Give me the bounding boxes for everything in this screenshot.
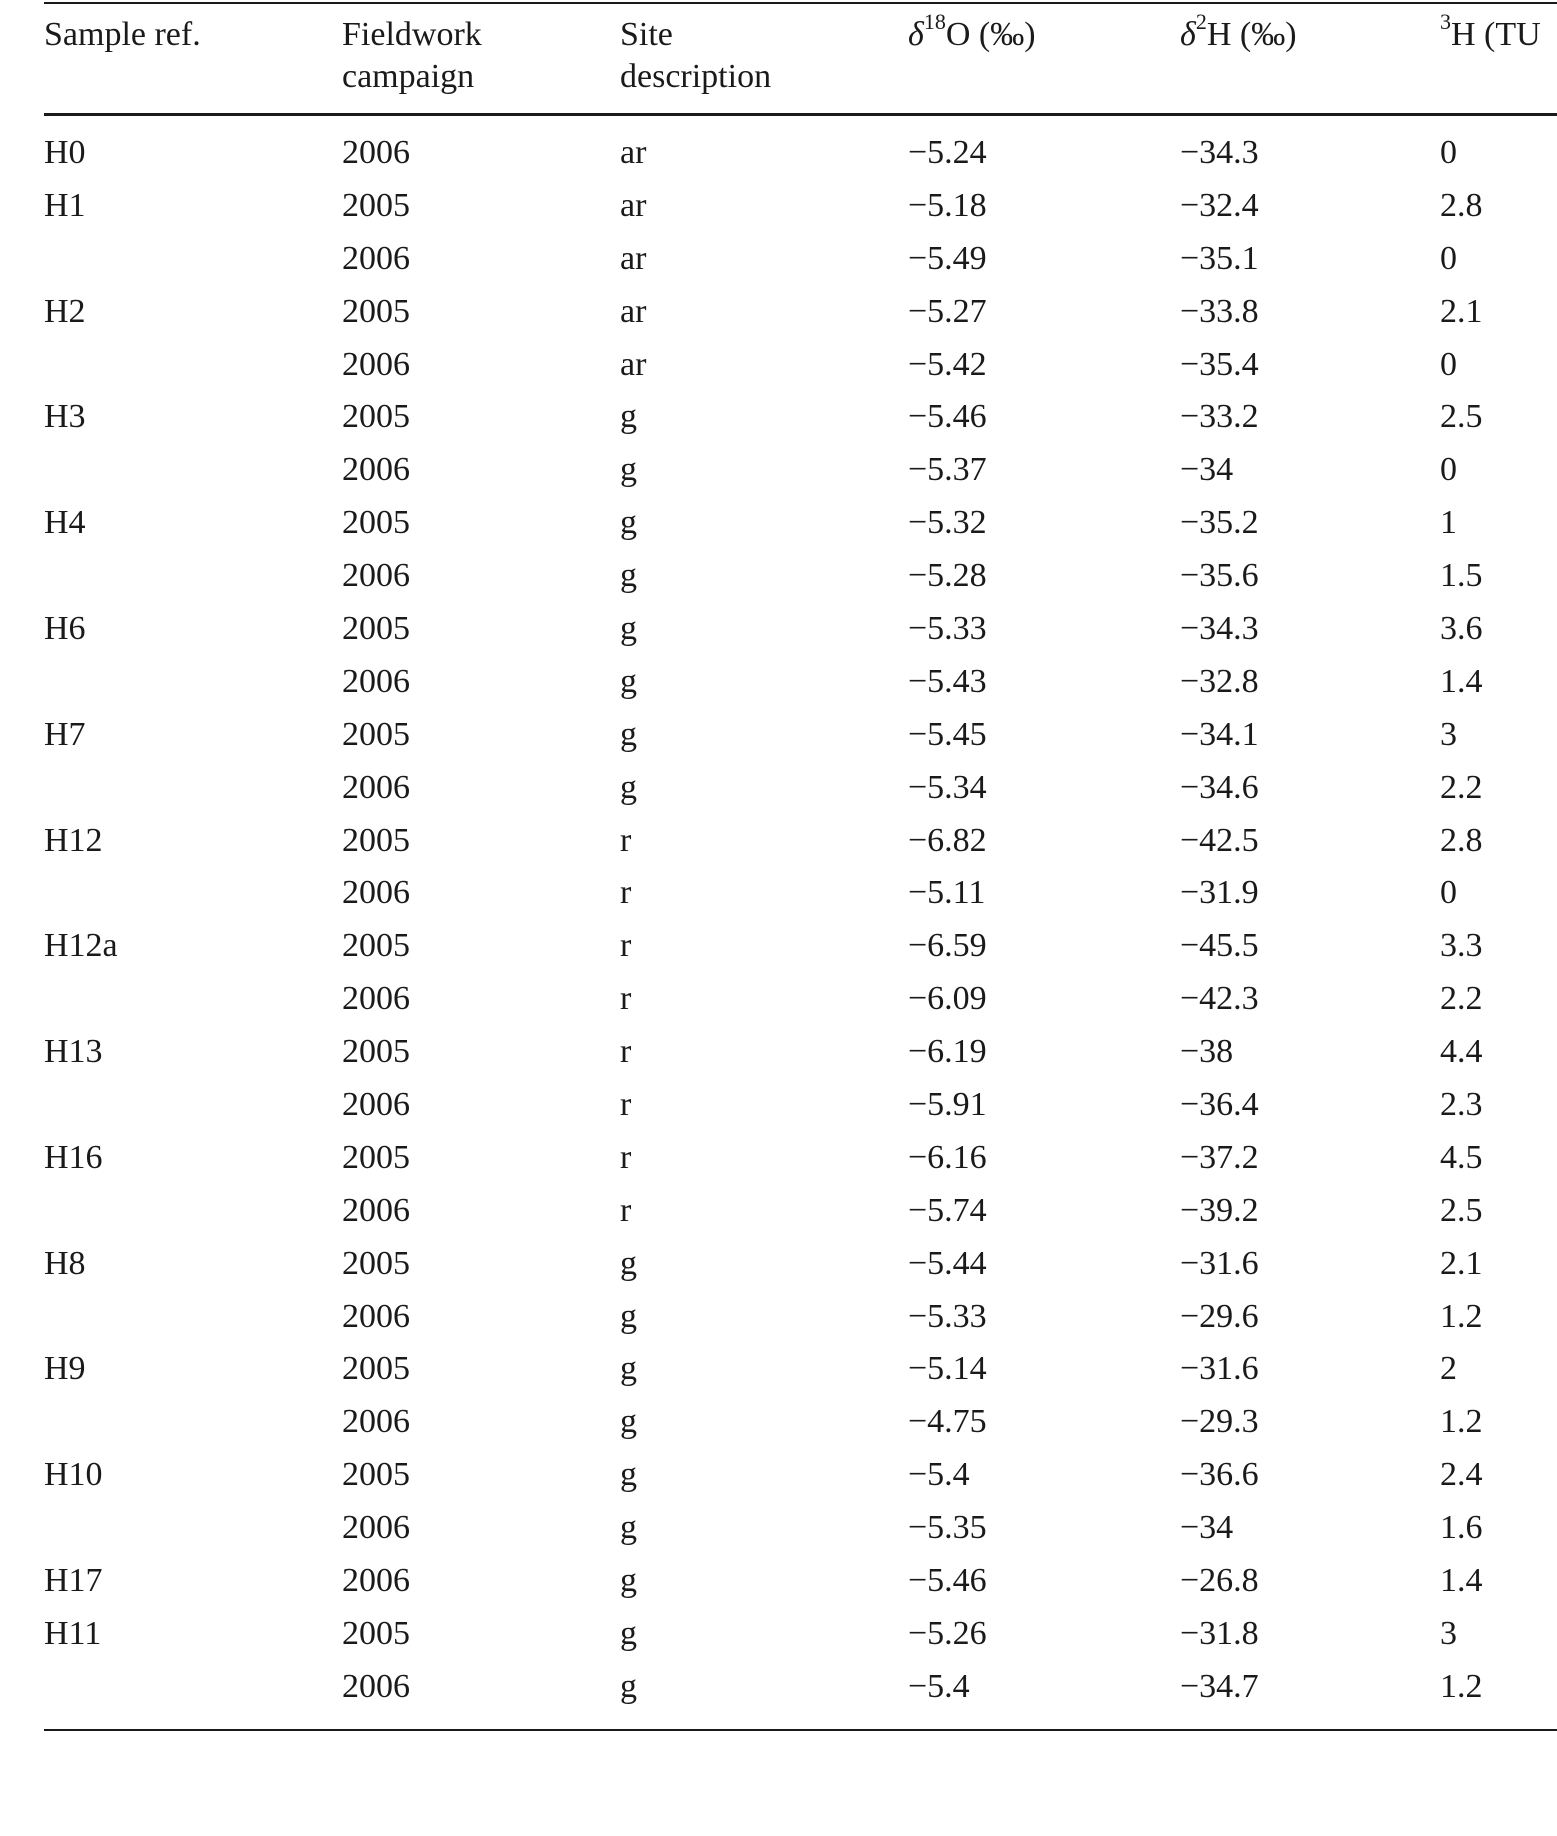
cell-tritium: 1.2 xyxy=(1440,1403,1483,1441)
cell-delta-2h: −34.6 xyxy=(1180,768,1259,806)
cell-tritium: 3.6 xyxy=(1440,610,1483,648)
table-row xyxy=(0,555,1557,608)
cell-delta-18o: −6.16 xyxy=(908,1138,987,1176)
cell-fieldwork-campaign: 2006 xyxy=(342,1297,410,1335)
cell-delta-18o: −4.75 xyxy=(908,1403,987,1441)
cell-tritium: 0 xyxy=(1440,345,1457,383)
cell-site-description: r xyxy=(620,1138,632,1176)
cell-fieldwork-campaign: 2006 xyxy=(342,1509,410,1547)
cell-fieldwork-campaign: 2005 xyxy=(342,821,410,859)
isotope-mass-3: 3 xyxy=(1440,8,1451,34)
table-row xyxy=(0,1296,1557,1349)
delta-symbol: δ xyxy=(908,16,924,53)
cell-tritium: 3.3 xyxy=(1440,927,1483,965)
cell-site-description: g xyxy=(620,1456,637,1494)
cell-delta-18o: −6.19 xyxy=(908,1033,987,1071)
cell-fieldwork-campaign: 2005 xyxy=(342,715,410,753)
cell-sample-ref: H0 xyxy=(44,134,86,171)
delta-symbol: δ xyxy=(1180,16,1196,53)
cell-delta-2h: −33.8 xyxy=(1180,292,1259,330)
cell-site-description: r xyxy=(620,1191,632,1229)
cell-delta-2h: −31.8 xyxy=(1180,1614,1259,1652)
cell-site-description: r xyxy=(620,1033,632,1071)
cell-delta-2h: −34.1 xyxy=(1180,715,1259,753)
cell-delta-18o: −5.33 xyxy=(908,610,987,648)
cell-delta-18o: −5.24 xyxy=(908,134,987,171)
cell-delta-2h: −32.8 xyxy=(1180,662,1259,700)
cell-site-description: r xyxy=(620,1086,632,1124)
cell-delta-2h: −35.2 xyxy=(1180,504,1259,542)
table-row xyxy=(0,714,1557,767)
cell-delta-18o: −5.4 xyxy=(908,1667,970,1705)
cell-delta-2h: −39.2 xyxy=(1180,1191,1259,1229)
cell-delta-18o: −5.49 xyxy=(908,239,987,277)
cell-fieldwork-campaign: 2005 xyxy=(342,186,410,224)
cell-tritium: 4.5 xyxy=(1440,1138,1483,1176)
table-row xyxy=(0,449,1557,502)
table-row xyxy=(0,1348,1557,1401)
table-row xyxy=(0,132,1557,185)
table-row xyxy=(0,978,1557,1031)
isotope-mass-18: 18 xyxy=(923,8,946,34)
cell-fieldwork-campaign: 2006 xyxy=(342,1086,410,1124)
cell-delta-2h: −31.6 xyxy=(1180,1244,1259,1282)
cell-tritium: 2.5 xyxy=(1440,1191,1483,1229)
cell-tritium: 2.3 xyxy=(1440,1086,1483,1124)
cell-delta-2h: −36.6 xyxy=(1180,1456,1259,1494)
table-row xyxy=(0,767,1557,820)
cell-delta-18o: −5.46 xyxy=(908,398,987,436)
cell-tritium: 4.4 xyxy=(1440,1033,1483,1071)
cell-fieldwork-campaign: 2005 xyxy=(342,610,410,648)
table-row xyxy=(0,344,1557,397)
cell-tritium: 0 xyxy=(1440,239,1457,277)
table-header-rule xyxy=(44,113,1557,116)
table-row xyxy=(0,872,1557,925)
cell-fieldwork-campaign: 2005 xyxy=(342,292,410,330)
cell-tritium: 1.5 xyxy=(1440,557,1483,595)
cell-delta-18o: −5.11 xyxy=(908,874,986,912)
cell-fieldwork-campaign: 2005 xyxy=(342,398,410,436)
cell-tritium: 1.4 xyxy=(1440,1562,1483,1600)
cell-sample-ref: H13 xyxy=(44,1033,103,1071)
table-row xyxy=(0,502,1557,555)
cell-delta-2h: −29.3 xyxy=(1180,1403,1259,1441)
cell-delta-18o: −5.33 xyxy=(908,1297,987,1335)
cell-fieldwork-campaign: 2006 xyxy=(342,1667,410,1705)
cell-site-description: r xyxy=(620,821,632,859)
cell-site-description: r xyxy=(620,980,632,1018)
cell-delta-2h: −37.2 xyxy=(1180,1138,1259,1176)
cell-sample-ref: H12a xyxy=(44,927,118,965)
cell-delta-2h: −29.6 xyxy=(1180,1297,1259,1335)
cell-tritium: 2.8 xyxy=(1440,186,1483,224)
table-row xyxy=(0,1401,1557,1454)
cell-delta-2h: −31.9 xyxy=(1180,874,1259,912)
cell-tritium: 0 xyxy=(1440,451,1457,489)
cell-delta-18o: −5.14 xyxy=(908,1350,987,1388)
cell-site-description: g xyxy=(620,1509,637,1547)
cell-fieldwork-campaign: 2006 xyxy=(342,1562,410,1600)
cell-sample-ref: H1 xyxy=(44,186,86,224)
cell-tritium: 2.2 xyxy=(1440,980,1483,1018)
cell-delta-18o: −5.43 xyxy=(908,662,987,700)
cell-delta-18o: −5.42 xyxy=(908,345,987,383)
table-row xyxy=(0,1507,1557,1560)
table-row xyxy=(0,925,1557,978)
cell-site-description: ar xyxy=(620,134,647,171)
cell-site-description: ar xyxy=(620,239,647,277)
cell-delta-2h: −34.7 xyxy=(1180,1667,1259,1705)
table-row xyxy=(0,1031,1557,1084)
cell-delta-2h: −33.2 xyxy=(1180,398,1259,436)
cell-site-description: g xyxy=(620,451,637,489)
header-sample-ref: Sample ref. xyxy=(44,16,201,53)
cell-delta-18o: −5.37 xyxy=(908,451,987,489)
header-tritium-unit: H (TU xyxy=(1451,16,1541,53)
cell-fieldwork-campaign: 2006 xyxy=(342,345,410,383)
table-row xyxy=(0,1084,1557,1137)
cell-sample-ref: H17 xyxy=(44,1562,103,1600)
cell-tritium: 1.2 xyxy=(1440,1297,1483,1335)
cell-site-description: g xyxy=(620,1350,637,1388)
table-row xyxy=(0,1666,1557,1719)
table-body xyxy=(0,132,1557,1719)
cell-delta-18o: −5.34 xyxy=(908,768,987,806)
cell-delta-2h: −38 xyxy=(1180,1033,1234,1071)
cell-delta-2h: −32.4 xyxy=(1180,186,1259,224)
cell-fieldwork-campaign: 2005 xyxy=(342,1350,410,1388)
cell-sample-ref: H16 xyxy=(44,1138,103,1176)
cell-fieldwork-campaign: 2006 xyxy=(342,662,410,700)
cell-delta-2h: −42.3 xyxy=(1180,980,1259,1018)
cell-site-description: g xyxy=(620,662,637,700)
cell-site-description: g xyxy=(620,610,637,648)
cell-delta-18o: −5.28 xyxy=(908,557,987,595)
cell-fieldwork-campaign: 2006 xyxy=(342,768,410,806)
cell-site-description: g xyxy=(620,1244,637,1282)
table-row xyxy=(0,1560,1557,1613)
table-row xyxy=(0,185,1557,238)
table-row xyxy=(0,1137,1557,1190)
cell-sample-ref: H10 xyxy=(44,1456,103,1494)
cell-tritium: 2.5 xyxy=(1440,398,1483,436)
cell-site-description: ar xyxy=(620,345,647,383)
cell-site-description: g xyxy=(620,1297,637,1335)
table-row xyxy=(0,820,1557,873)
cell-fieldwork-campaign: 2006 xyxy=(342,874,410,912)
cell-fieldwork-campaign: 2006 xyxy=(342,239,410,277)
cell-delta-18o: −5.74 xyxy=(908,1191,987,1229)
header-delta-2h xyxy=(1180,8,1297,56)
table-bottom-rule xyxy=(44,1729,1557,1731)
cell-delta-2h: −36.4 xyxy=(1180,1086,1259,1124)
cell-sample-ref: H11 xyxy=(44,1614,102,1652)
cell-sample-ref: H6 xyxy=(44,610,86,648)
cell-fieldwork-campaign: 2006 xyxy=(342,557,410,595)
cell-fieldwork-campaign: 2005 xyxy=(342,1138,410,1176)
cell-site-description: g xyxy=(620,557,637,595)
cell-tritium: 1.2 xyxy=(1440,1667,1483,1705)
cell-site-description: r xyxy=(620,874,632,912)
cell-site-description: r xyxy=(620,927,632,965)
cell-delta-18o: −5.4 xyxy=(908,1456,970,1494)
cell-site-description: g xyxy=(620,768,637,806)
cell-tritium: 2.4 xyxy=(1440,1456,1483,1494)
header-site-description: Site description xyxy=(620,16,772,95)
cell-site-description: g xyxy=(620,1562,637,1600)
cell-tritium: 2 xyxy=(1440,1350,1457,1388)
cell-fieldwork-campaign: 2006 xyxy=(342,1403,410,1441)
cell-delta-18o: −5.32 xyxy=(908,504,987,542)
cell-fieldwork-campaign: 2006 xyxy=(342,1191,410,1229)
cell-delta-2h: −31.6 xyxy=(1180,1350,1259,1388)
cell-tritium: 0 xyxy=(1440,134,1457,171)
table-row xyxy=(0,1190,1557,1243)
cell-site-description: g xyxy=(620,1667,637,1705)
table-row xyxy=(0,238,1557,291)
table-row xyxy=(0,1243,1557,1296)
table-row xyxy=(0,1454,1557,1507)
cell-delta-18o: −5.44 xyxy=(908,1244,987,1282)
cell-sample-ref: H8 xyxy=(44,1244,86,1282)
cell-site-description: ar xyxy=(620,292,647,330)
cell-site-description: g xyxy=(620,398,637,436)
cell-tritium: 3 xyxy=(1440,1614,1457,1652)
cell-fieldwork-campaign: 2005 xyxy=(342,1614,410,1652)
cell-delta-18o: −5.26 xyxy=(908,1614,987,1652)
table-row xyxy=(0,291,1557,344)
cell-site-description: ar xyxy=(620,186,647,224)
cell-delta-18o: −5.91 xyxy=(908,1086,987,1124)
cell-fieldwork-campaign: 2006 xyxy=(342,134,410,171)
cell-tritium: 2.8 xyxy=(1440,821,1483,859)
header-tritium xyxy=(1440,8,1541,56)
cell-fieldwork-campaign: 2005 xyxy=(342,1244,410,1282)
header-fieldwork-campaign: Fieldwork campaign xyxy=(342,16,482,95)
cell-delta-2h: −45.5 xyxy=(1180,927,1259,965)
cell-delta-18o: −5.35 xyxy=(908,1509,987,1547)
cell-site-description: g xyxy=(620,504,637,542)
cell-delta-2h: −34 xyxy=(1180,1509,1234,1547)
table-row xyxy=(0,1613,1557,1666)
table-top-rule xyxy=(44,2,1557,4)
cell-sample-ref: H12 xyxy=(44,821,103,859)
cell-delta-2h: −35.4 xyxy=(1180,345,1259,383)
cell-delta-18o: −6.59 xyxy=(908,927,987,965)
cell-tritium: 3 xyxy=(1440,715,1457,753)
cell-tritium: 1.6 xyxy=(1440,1509,1483,1547)
cell-delta-2h: −34.3 xyxy=(1180,134,1259,171)
cell-delta-18o: −6.82 xyxy=(908,821,987,859)
cell-fieldwork-campaign: 2005 xyxy=(342,1456,410,1494)
cell-delta-18o: −5.27 xyxy=(908,292,987,330)
cell-sample-ref: H2 xyxy=(44,292,86,330)
cell-delta-18o: −5.18 xyxy=(908,186,987,224)
cell-delta-18o: −6.09 xyxy=(908,980,987,1018)
table-row xyxy=(0,661,1557,714)
cell-delta-2h: −26.8 xyxy=(1180,1562,1259,1600)
cell-delta-2h: −42.5 xyxy=(1180,821,1259,859)
cell-fieldwork-campaign: 2005 xyxy=(342,504,410,542)
cell-sample-ref: H4 xyxy=(44,504,86,542)
isotope-mass-2: 2 xyxy=(1195,8,1207,34)
cell-tritium: 2.2 xyxy=(1440,768,1483,806)
cell-tritium: 2.1 xyxy=(1440,292,1483,330)
cell-fieldwork-campaign: 2005 xyxy=(342,927,410,965)
cell-sample-ref: H9 xyxy=(44,1350,86,1388)
cell-delta-18o: −5.46 xyxy=(908,1562,987,1600)
cell-tritium: 2.1 xyxy=(1440,1244,1483,1282)
header-d2h-unit: H (‰) xyxy=(1206,16,1297,53)
table-row xyxy=(0,608,1557,661)
cell-sample-ref: H7 xyxy=(44,715,86,753)
cell-fieldwork-campaign: 2006 xyxy=(342,980,410,1018)
table-row xyxy=(0,396,1557,449)
header-d18o-unit: O (‰) xyxy=(945,16,1036,53)
cell-tritium: 1.4 xyxy=(1440,662,1483,700)
cell-delta-18o: −5.45 xyxy=(908,715,987,753)
cell-delta-2h: −35.1 xyxy=(1180,239,1259,277)
cell-site-description: g xyxy=(620,715,637,753)
cell-site-description: g xyxy=(620,1614,637,1652)
cell-tritium: 0 xyxy=(1440,874,1457,912)
cell-tritium: 1 xyxy=(1440,504,1457,542)
cell-delta-2h: −35.6 xyxy=(1180,557,1259,595)
cell-site-description: g xyxy=(620,1403,637,1441)
cell-fieldwork-campaign: 2006 xyxy=(342,451,410,489)
cell-delta-2h: −34.3 xyxy=(1180,610,1259,648)
cell-fieldwork-campaign: 2005 xyxy=(342,1033,410,1071)
header-delta-18o xyxy=(908,8,1036,56)
cell-delta-2h: −34 xyxy=(1180,451,1234,489)
cell-sample-ref: H3 xyxy=(44,398,86,436)
